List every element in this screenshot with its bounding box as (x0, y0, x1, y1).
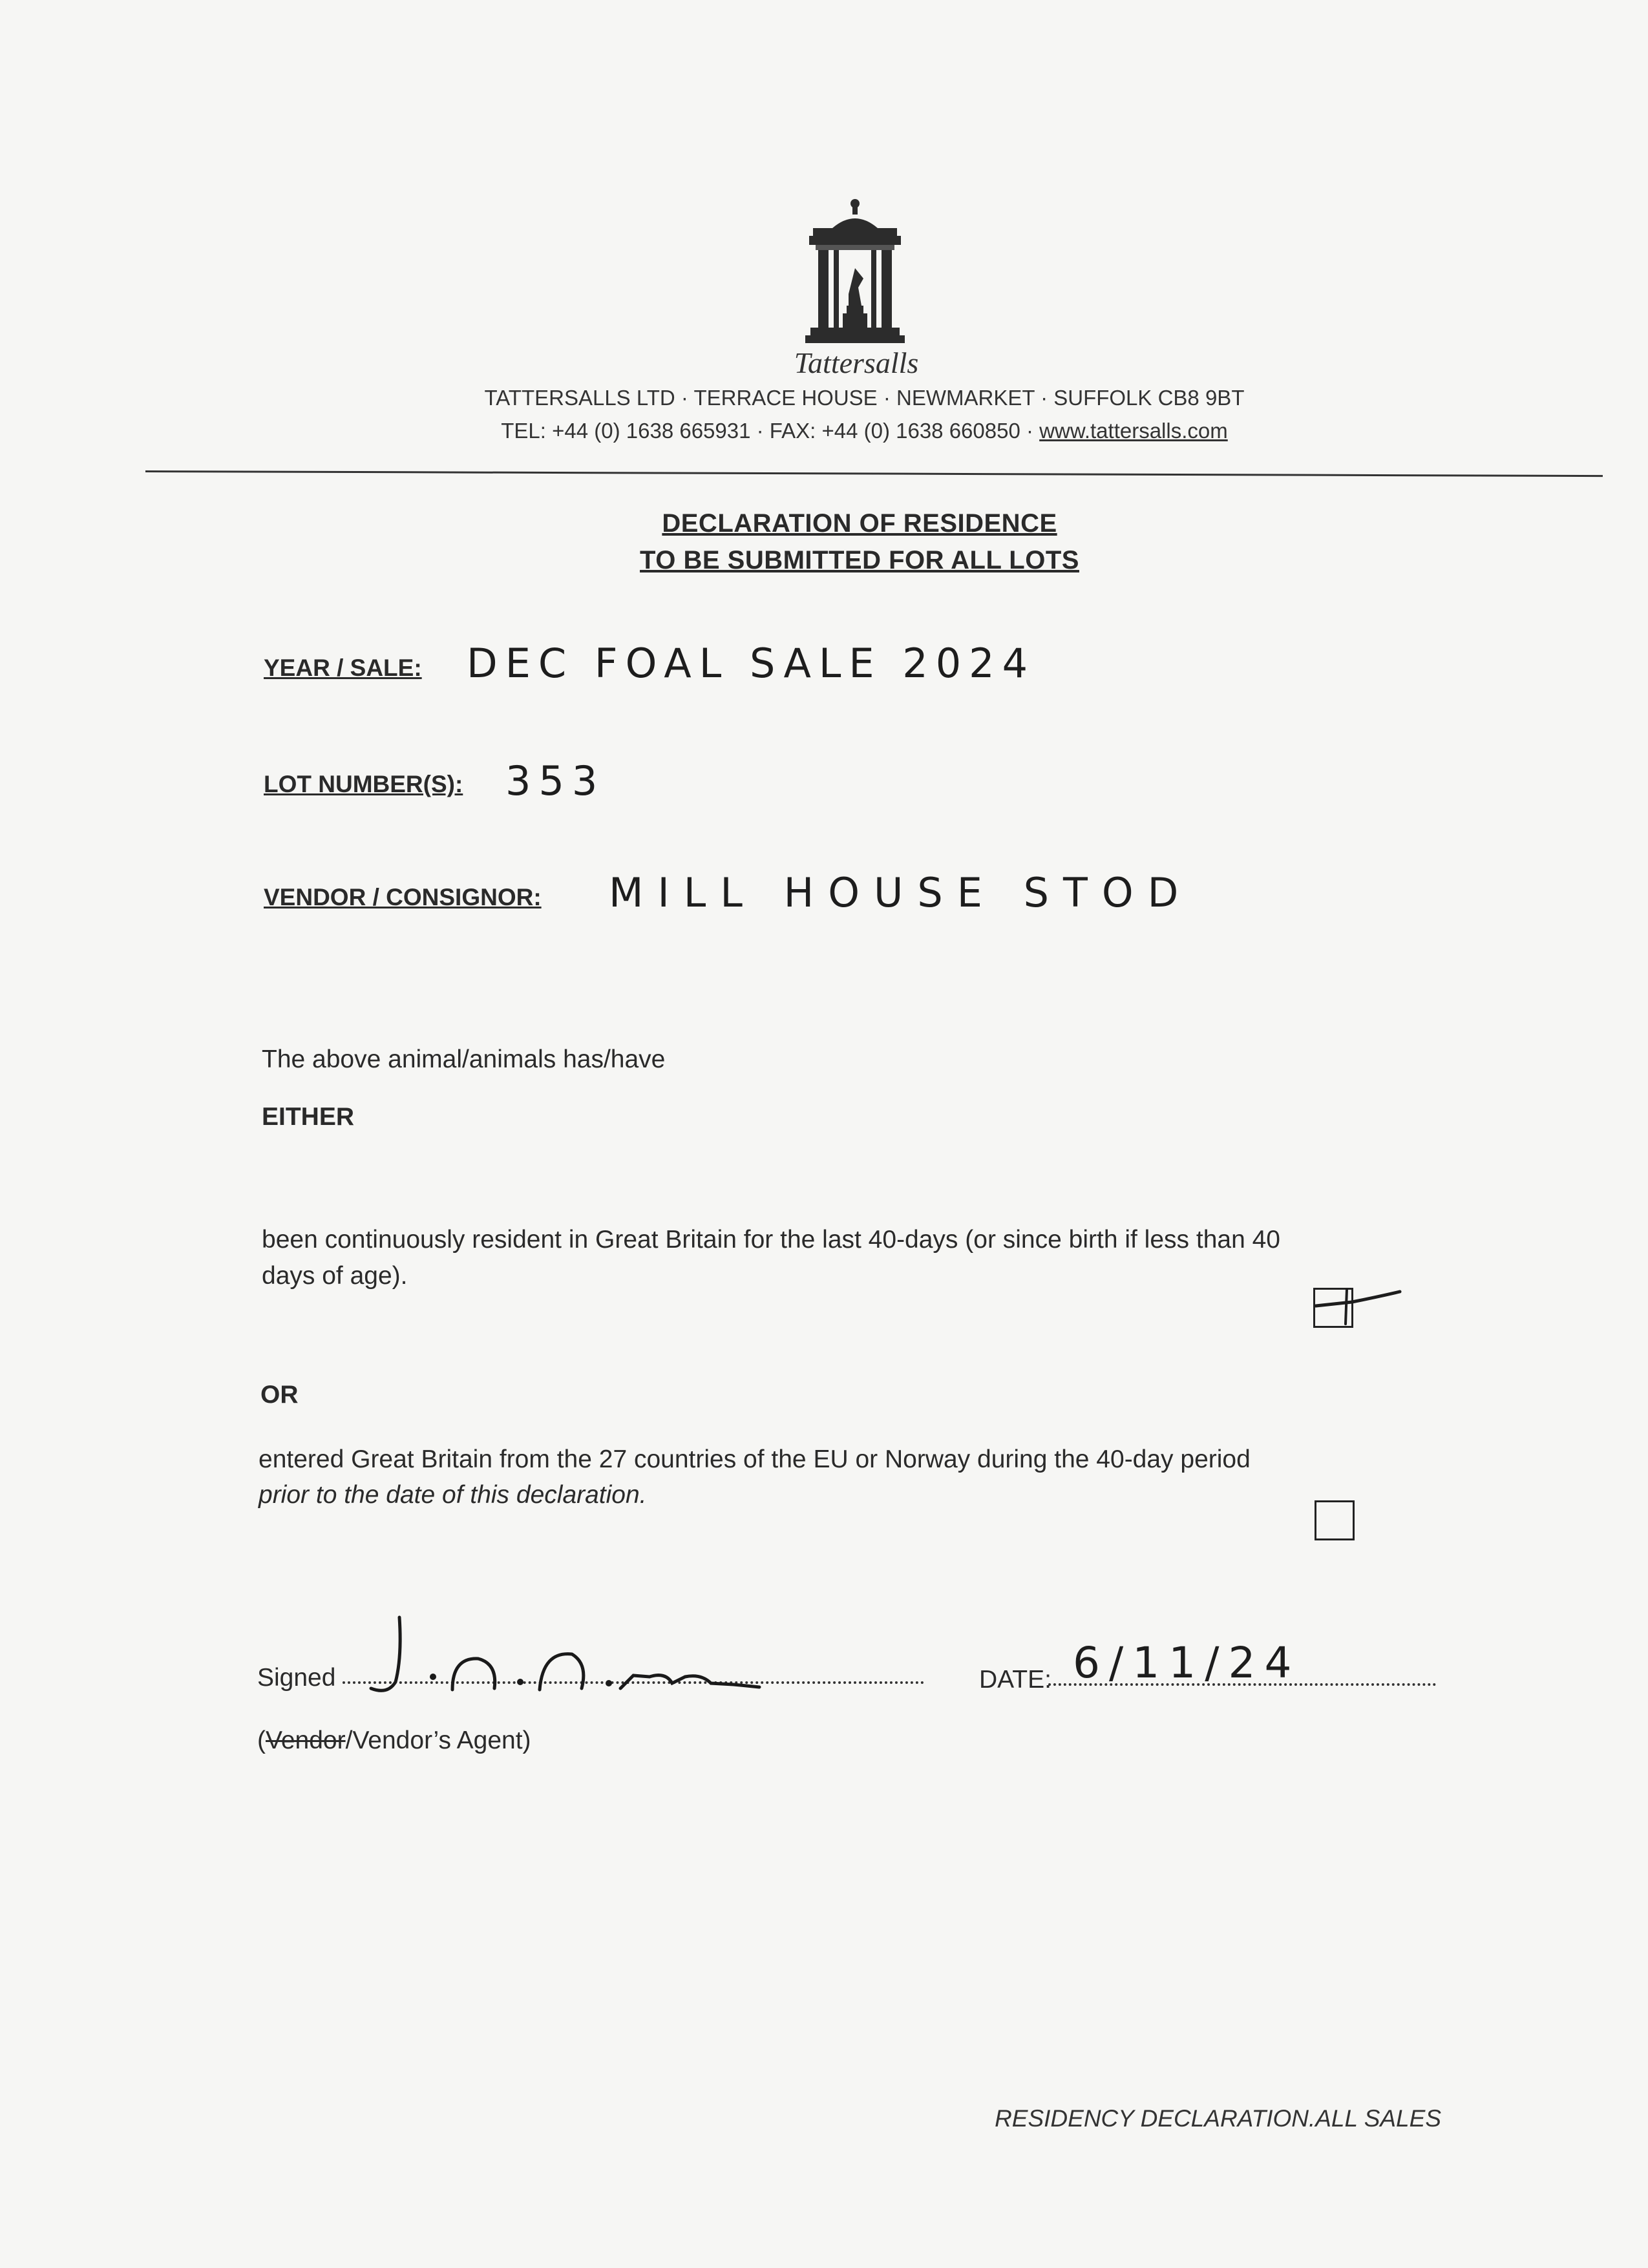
or-label: OR (260, 1381, 299, 1409)
lot-number-label: LOT NUMBER(S): (264, 771, 463, 797)
option1-text-line1: been continuously resident in Great Britain for the last 40-days (or since birth if less than 40 (262, 1226, 1280, 1254)
role-rest: /Vendor’s Agent) (345, 1727, 531, 1754)
tattersalls-logo-icon (794, 197, 916, 346)
phone-fax-line: TEL: +44 (0) 1638 665931 · FAX: +44 (0) 1638 660850 · (501, 419, 1040, 443)
form-subtitle: TO BE SUBMITTED FOR ALL LOTS (640, 546, 1079, 574)
option2-checkbox[interactable] (1315, 1500, 1355, 1540)
date-value[interactable]: 6/11/24 (1073, 1638, 1301, 1688)
option1-text-line2: days of age). (262, 1262, 408, 1290)
year-sale-label: YEAR / SALE: (264, 655, 422, 681)
vendor-consignor-value[interactable]: MILL HOUSE STOD (609, 869, 1193, 916)
vendor-consignor-label: VENDOR / CONSIGNOR: (264, 884, 542, 910)
header-divider (145, 470, 1603, 477)
lot-number-value[interactable]: 353 (505, 757, 606, 804)
signatory-role (257, 1727, 531, 1755)
footer-reference: RESIDENCY DECLARATION.ALL SALES (995, 2105, 1441, 2132)
website-link[interactable]: www.tattersalls.com (1039, 419, 1228, 443)
option2-text-line1: entered Great Britain from the 27 countries of the EU or Norway during the 40-day period (259, 1445, 1251, 1473)
handwritten-signature-icon (362, 1612, 788, 1709)
option2-text-line2: prior to the date of this declaration. (259, 1481, 647, 1509)
form-title: DECLARATION OF RESIDENCE (662, 509, 1057, 538)
checkmark-icon (1313, 1283, 1404, 1334)
role-struck: Vendor (266, 1727, 346, 1754)
date-label: DATE: (979, 1666, 1051, 1694)
role-open: ( (257, 1727, 266, 1754)
company-contact (388, 419, 1341, 443)
intro-text: The above animal/animals has/have (262, 1045, 666, 1073)
signed-label: Signed (257, 1664, 336, 1692)
brand-name: Tattersalls (794, 346, 919, 379)
company-address: TATTERSALLS LTD · TERRACE HOUSE · NEWMARKET · SUFFOLK CB8 9BT (484, 386, 1245, 410)
year-sale-value[interactable]: DEC FOAL SALE 2024 (467, 640, 1036, 687)
either-label: EITHER (262, 1103, 355, 1131)
